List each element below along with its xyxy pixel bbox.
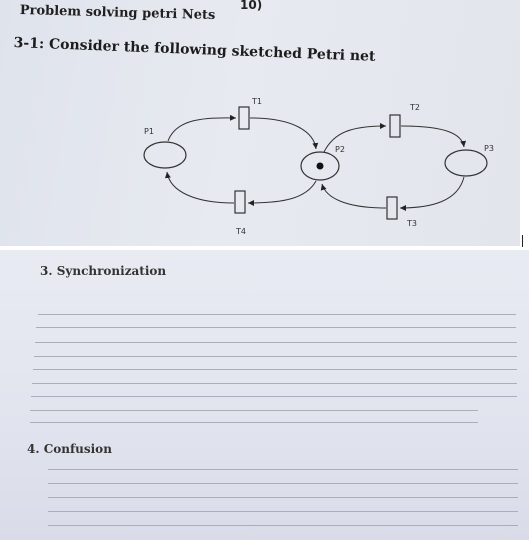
place-p3	[445, 150, 487, 176]
answer-line	[31, 396, 517, 397]
exam-photo-top	[0, 0, 520, 246]
label-p3: P3	[484, 144, 494, 153]
arc-t2-p3	[401, 126, 464, 147]
problem-title: Problem solving petri Nets	[19, 3, 216, 24]
answer-line	[35, 342, 517, 343]
answer-line	[48, 469, 518, 470]
petri-net-diagram	[0, 0, 520, 246]
text-cursor	[522, 235, 523, 247]
label-t1: T1	[252, 97, 262, 106]
arc-p2-t4	[248, 181, 316, 203]
arc-p2-t2	[324, 126, 386, 152]
label-t4: T4	[236, 227, 246, 236]
question-text: 3-1: Consider the following sketched Petri net	[13, 35, 376, 65]
transition-t3	[387, 197, 397, 219]
answer-line	[48, 483, 518, 484]
place-p1	[144, 142, 186, 168]
arc-t3-p2	[322, 184, 386, 208]
label-p2: P2	[335, 145, 345, 154]
arc-p1-t1	[168, 118, 236, 141]
arc-t4-p1	[167, 172, 234, 203]
answer-line	[34, 356, 517, 357]
exam-photo-bottom	[0, 250, 529, 540]
transition-t4	[235, 191, 245, 213]
answer-line	[36, 327, 516, 328]
answer-line	[32, 383, 517, 384]
score-fragment: 10)	[240, 0, 263, 12]
transition-t1	[239, 107, 249, 129]
arc-p3-t3	[400, 177, 464, 208]
answer-line	[48, 511, 518, 512]
label-t3: T3	[407, 219, 417, 228]
label-p1: P1	[144, 127, 154, 136]
answer-line	[38, 314, 516, 315]
section-heading-confusion: 4. Confusion	[27, 442, 112, 456]
token	[317, 163, 324, 170]
answer-line	[30, 410, 478, 411]
transition-t2	[390, 115, 400, 137]
label-t2: T2	[410, 103, 420, 112]
section-heading-synchronization: 3. Synchronization	[40, 264, 167, 278]
answer-line	[48, 497, 518, 498]
answer-line	[48, 525, 518, 526]
answer-line	[33, 369, 517, 370]
answer-line	[30, 422, 478, 423]
arc-t1-p2	[250, 118, 316, 149]
